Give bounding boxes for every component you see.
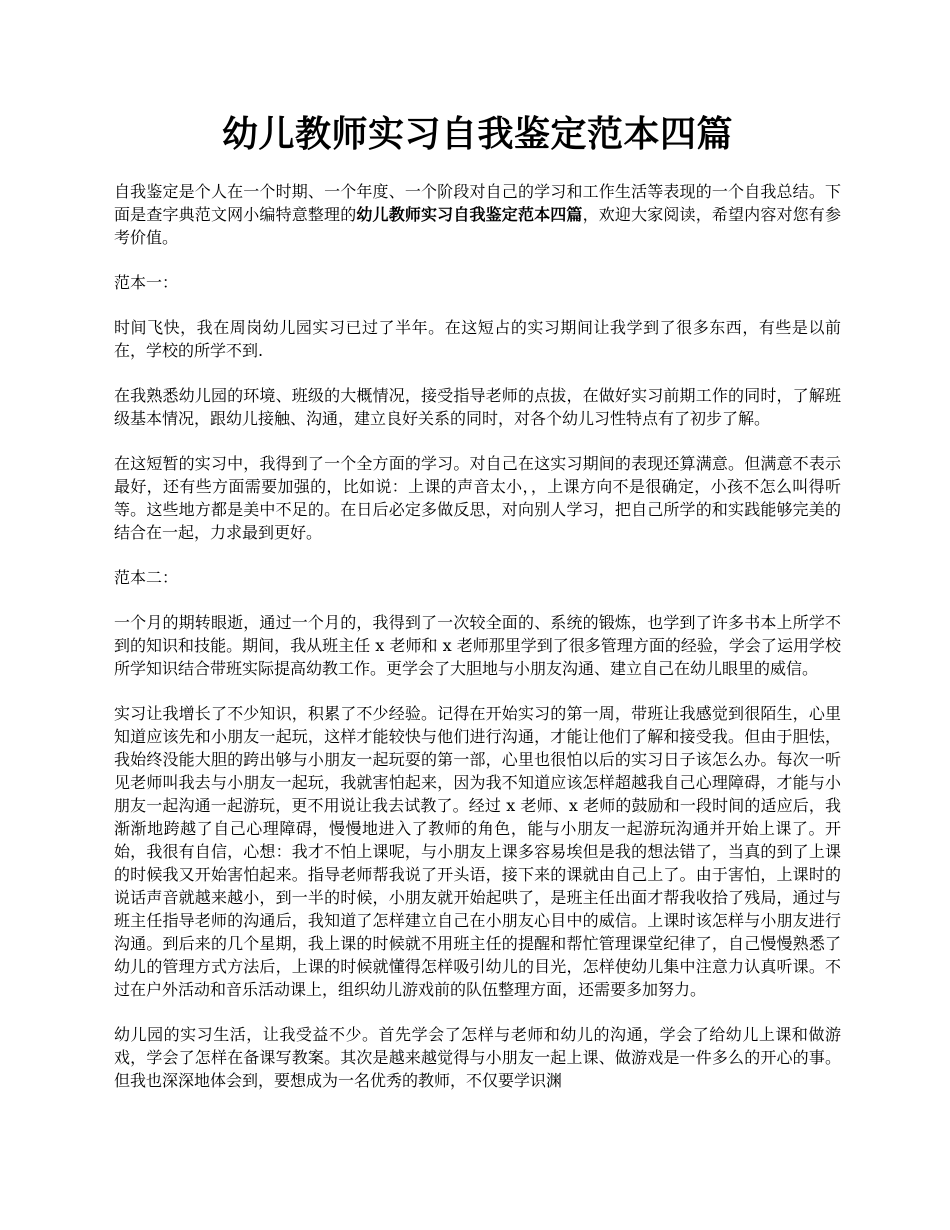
intro-text-before: 自我鉴定是个人在一个时期、一个年度、一个阶段对自己的学习和工作生活等表现的一个自我总结。下面是查字典范文网小编特意整理的	[114, 182, 841, 224]
intro-text-after: ，欢迎大家阅读，希望内容对您有参考价值。	[114, 205, 841, 247]
paragraph: 一个月的期转眼逝，通过一个月的，我得到了一次较全面的、系统的锻炼，也学到了许多书本上所学不到的知识和技能。期间，我从班主任 x 老师和 x 老师那里学到了很多管理方面的经验，学会了运用学校所学知识结合带班实际提高幼教工作。更学会了大胆地与小朋友沟通、建立自己在幼儿眼里的威信。	[114, 613, 841, 678]
paragraph: 在我熟悉幼儿园的环境、班级的大概情况，接受指导老师的点拔，在做好实习前期工作的同时，了解班级基本情况，跟幼儿接触、沟通，建立良好关系的同时，对各个幼儿习性特点有了初步了解。	[114, 386, 841, 428]
paragraph: 幼儿园的实习生活，让我受益不少。首先学会了怎样与老师和幼儿的沟通，学会了给幼儿上课和做游戏，学会了怎样在备课写教案。其次是越来越觉得与小朋友一起上课、做游戏是一件多么的开心的事。但我也深深地体会到，要想成为一名优秀的教师，不仅要学识渊	[114, 1025, 841, 1090]
intro-paragraph	[114, 180, 841, 249]
paragraph: 时间飞快，我在周岗幼儿园实习已过了半年。在这短占的实习期间让我学到了很多东西，有些是以前在，学校的所学不到.	[114, 318, 841, 360]
section-heading-1: 范本一：	[114, 273, 179, 292]
document-page	[114, 108, 841, 1114]
document-title: 幼儿教师实习自我鉴定范本四篇	[221, 113, 733, 155]
paragraph: 实习让我增长了不少知识，积累了不少经验。记得在开始实习的第一周，带班让我感觉到很陌生，心里知道应该先和小朋友一起玩，这样才能较快与他们进行沟通，才能让他们了解和接受我。但由于胆怯，我始终没能大胆的跨出够与小朋友一起玩耍的第一部，心里也很怕以后的实习日子该怎么办。每次一听见老师叫我去与小朋友一起玩，我就害怕起来，因为我不知道应该怎样超越我自己心理障碍，才能与小朋友一起沟通一起游玩，更不用说让我去试教了。经过 x 老师、x 老师的鼓励和一段时间的适应后，我渐渐地跨越了自己心理障碍，慢慢地进入了教师的角色，能与小朋友一起游玩沟通并开始上课了。开始，我很有自信，心想：我才不怕上课呢，与小朋友上课多容易埃但是我的想法错了，当真的到了上课的时候我又开始害怕起来。指导老师帮我说了开头语，接下来的课就由自己上了。由于害怕，上课时的说话声音就越来越小，到一半的时候，小朋友就开始起哄了，是班主任出面才帮我收拾了残局，通过与班主任指导老师的沟通后，我知道了怎样建立自己在小朋友心目中的威信。上课时该怎样与小朋友进行沟通。到后来的几个星期，我上课的时候就不用班主任的提醒和帮忙管理课堂纪律了，自己慢慢熟悉了幼儿的管理方式方法后，上课的时候就懂得怎样吸引幼儿的目光，怎样使幼儿集中注意力认真听课。不过在户外活动和音乐活动课上，组织幼儿游戏前的队伍整理方面，还需要多加努力。	[114, 704, 841, 999]
paragraph: 在这短暂的实习中，我得到了一个全方面的学习。对自己在这实习期间的表现还算满意。但满意不表示最好，还有些方面需要加强的，比如说：上课的声音太小，，上课方向不是很确定，小孩不怎么叫得听等。这些地方都是美中不足的。在日后必定多做反思，对向别人学习，把自己所学的和实践能够完美的结合在一起，力求最到更好。	[114, 454, 841, 542]
intro-text-bold: 幼儿教师实习自我鉴定范本四篇	[356, 205, 583, 224]
section-heading-2: 范本二：	[114, 568, 179, 587]
